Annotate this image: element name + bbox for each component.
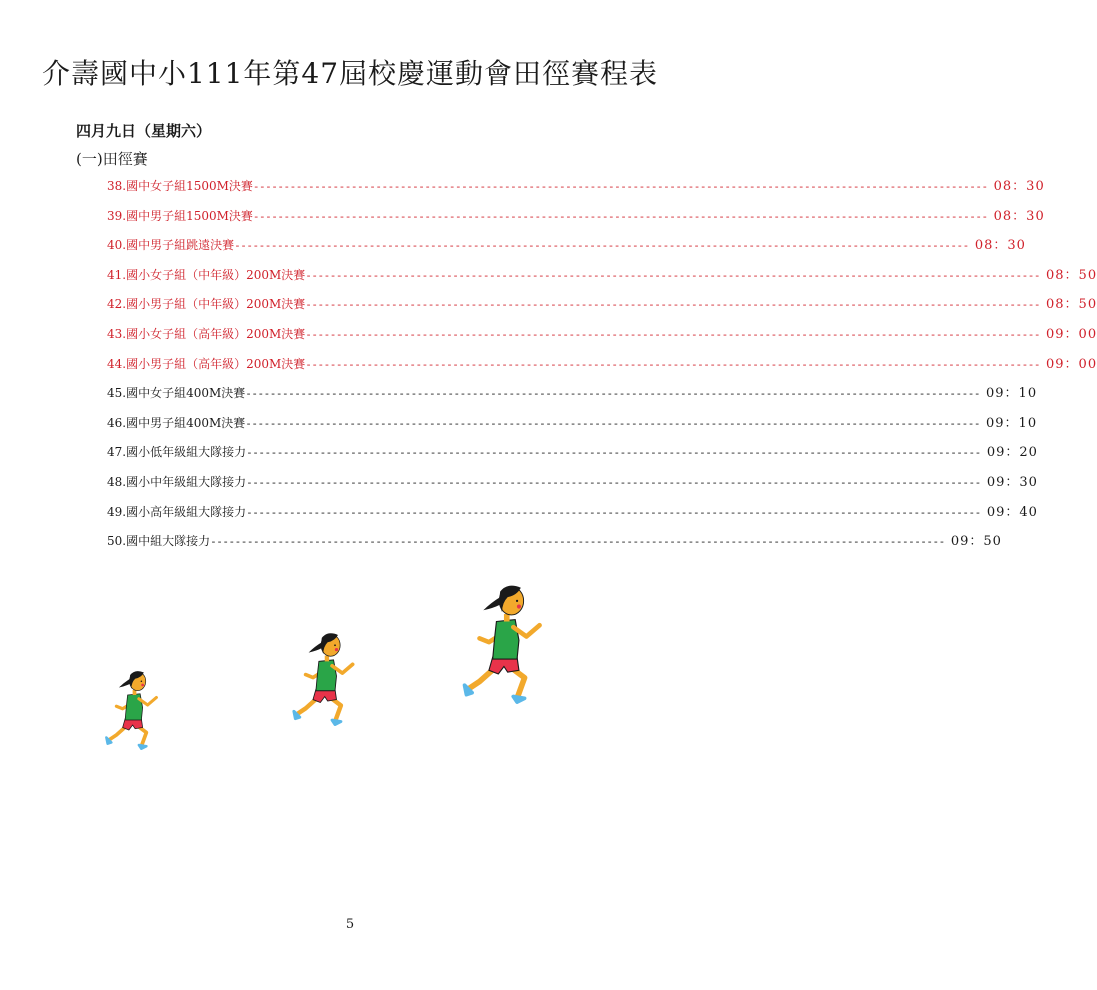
page-title: 介壽國中小111年第47屆校慶運動會田徑賽程表: [41, 57, 659, 90]
event-row: [107, 353, 1097, 383]
event-label: 49.國小高年級組大隊接力: [107, 504, 247, 519]
runner-illustration-large: [452, 584, 554, 704]
event-time: 09：10: [986, 415, 1038, 431]
date-heading: 四月九日（星期六）: [76, 122, 212, 140]
event-row: [107, 471, 1038, 501]
dash-leader: ------------------------------------------------------------------------------------------------------------------------: [246, 505, 981, 519]
event-row: [107, 441, 1038, 471]
event-row: [107, 175, 1045, 205]
event-time: 09：50: [950, 534, 1002, 550]
event-row: [107, 323, 1097, 353]
event-time: 08：30: [974, 238, 1026, 254]
event-label: 42.國小男子組（中年級）200M決賽: [107, 297, 306, 312]
event-time: 09：10: [986, 386, 1038, 402]
event-label: 47.國小低年級組大隊接力: [107, 445, 247, 460]
event-time: 09：00: [1046, 326, 1097, 342]
event-time: 08：50: [1046, 267, 1097, 283]
event-row: [107, 234, 1026, 264]
dash-leader: ------------------------------------------------------------------------------------------------------------------------: [305, 268, 1040, 282]
dash-leader: ------------------------------------------------------------------------------------------------------------------------: [305, 357, 1040, 371]
event-time: 09：20: [986, 445, 1038, 461]
dash-leader: ------------------------------------------------------------------------------------------------------------------------: [305, 327, 1040, 341]
runner-illustration-small: [98, 670, 166, 750]
event-label: 38.國中女子組1500M決賽: [107, 179, 253, 193]
section-heading: (一)田徑賽: [76, 150, 148, 168]
event-row: [107, 382, 1038, 412]
event-row: [107, 412, 1038, 442]
event-time: 09：00: [1046, 356, 1097, 372]
event-row: [107, 293, 1097, 323]
event-label: 48.國小中年級組大隊接力: [107, 474, 247, 489]
event-time: 09：30: [986, 474, 1038, 490]
event-row: [107, 530, 1002, 560]
event-row: [107, 264, 1097, 294]
dash-leader: ------------------------------------------------------------------------------------------------------------------------: [245, 416, 980, 430]
event-time: 08：30: [993, 179, 1045, 194]
dash-leader: ------------------------------------------------------------------------------------------------------------------------: [245, 387, 980, 401]
event-label: 39.國中男子組1500M決賽: [107, 208, 253, 223]
event-label: 45.國中女子組400M決賽: [107, 386, 246, 401]
dash-leader: ------------------------------------------------------------------------------------------------------------------------: [234, 239, 969, 253]
dash-leader: ------------------------------------------------------------------------------------------------------------------------: [210, 535, 945, 549]
event-label: 46.國中男子組400M決賽: [107, 415, 246, 430]
dash-leader: ------------------------------------------------------------------------------------------------------------------------: [252, 209, 988, 223]
event-schedule: [107, 175, 1097, 560]
event-row: [107, 501, 1038, 531]
event-label: 40.國中男子組跳遠決賽: [107, 238, 235, 253]
event-label: 43.國小女子組（高年級）200M決賽: [107, 326, 306, 341]
dash-leader: ------------------------------------------------------------------------------------------------------------------------: [305, 298, 1040, 312]
runner-illustration-medium: [284, 632, 364, 726]
dash-leader: ------------------------------------------------------------------------------------------------------------------------: [246, 475, 981, 489]
page-number: 5: [345, 917, 355, 932]
event-time: 08：30: [993, 208, 1045, 224]
event-label: 44.國小男子組（高年級）200M決賽: [107, 356, 306, 371]
event-label: 41.國小女子組（中年級）200M決賽: [107, 267, 306, 282]
event-label: 50.國中組大隊接力: [107, 534, 211, 549]
event-time: 09：40: [986, 504, 1038, 520]
event-time: 08：50: [1046, 297, 1097, 313]
dash-leader: ------------------------------------------------------------------------------------------------------------------------: [252, 180, 988, 193]
dash-leader: ------------------------------------------------------------------------------------------------------------------------: [246, 446, 981, 460]
event-row: [107, 205, 1045, 235]
